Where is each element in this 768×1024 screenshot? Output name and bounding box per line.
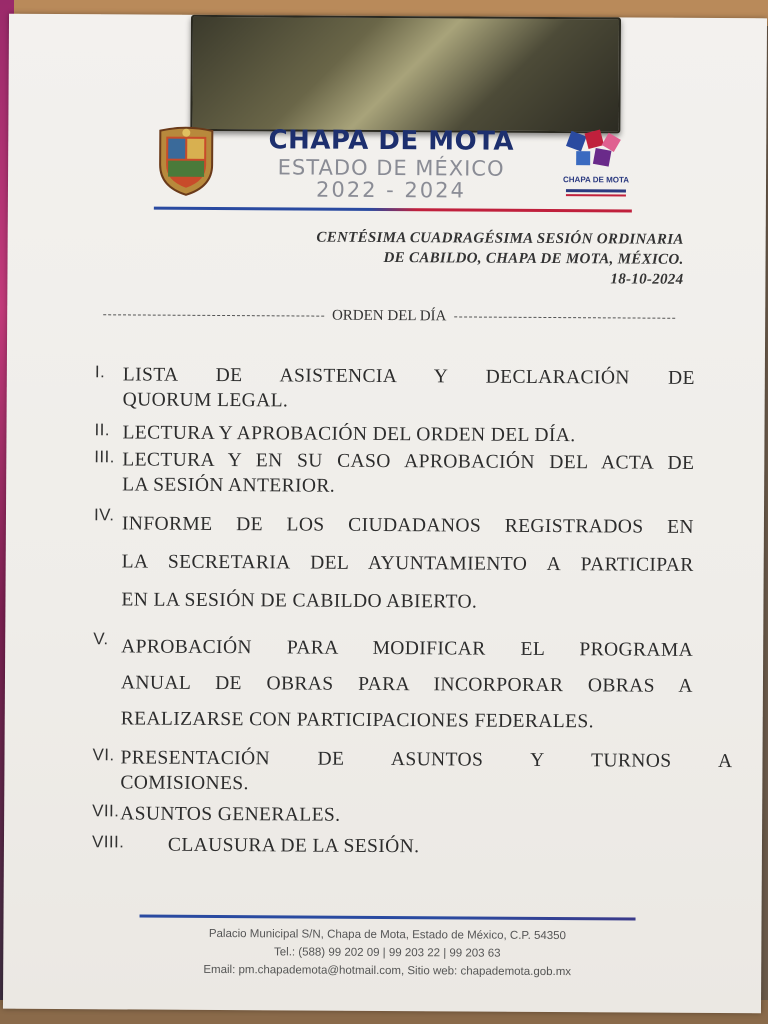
agenda-item bbox=[93, 629, 694, 741]
agenda-item bbox=[95, 362, 695, 416]
municipality-title: CHAPA DE MOTA bbox=[268, 125, 515, 157]
agenda-item-line: LA SECRETARIA DEL AYUNTAMIENTO A PARTICIPAR bbox=[121, 551, 694, 576]
agenda-item-line: REALIZARSE CON PARTICIPACIONES FEDERALES. bbox=[120, 708, 594, 733]
agenda-title-row bbox=[103, 306, 675, 326]
agenda-item-number: VIII. bbox=[91, 832, 125, 852]
agenda-item-text bbox=[122, 447, 694, 500]
agenda-item-number: I. bbox=[94, 362, 106, 382]
agenda-item-line: COMISIONES. bbox=[120, 772, 249, 795]
agenda-item-line: APROBACIÓN PARA MODIFICAR EL PROGRAMA bbox=[121, 636, 694, 661]
dash-rule-left bbox=[103, 314, 324, 316]
agenda-item-text bbox=[122, 420, 694, 448]
agenda-item-text bbox=[120, 832, 692, 860]
footer-contact bbox=[123, 924, 651, 981]
agenda-item-number: II. bbox=[94, 420, 110, 440]
agenda-item-line: ANUAL DE OBRAS PARA INCORPORAR OBRAS A bbox=[120, 672, 694, 697]
agenda-item-number: V. bbox=[93, 629, 109, 649]
footer-address: Palacio Municipal S/N, Chapa de Mota, Estado de México, C.P. 54350 bbox=[208, 927, 567, 943]
agenda-item bbox=[92, 745, 732, 799]
agenda-item-number: VII. bbox=[92, 801, 120, 821]
session-heading bbox=[316, 228, 684, 290]
agenda-item-number: IV. bbox=[93, 505, 115, 525]
footer-divider bbox=[140, 915, 636, 921]
session-line-2: DE CABILDO, CHAPA DE MOTA, MÉXICO. bbox=[383, 249, 684, 268]
agenda-item-line: LECTURA Y APROBACIÓN DEL ORDEN DEL DÍA. bbox=[122, 422, 576, 447]
dash-rule-right bbox=[454, 316, 675, 318]
agenda-item bbox=[94, 420, 694, 449]
session-line-1: CENTÉSIMA CUADRAGÉSIMA SESIÓN ORDINARIA bbox=[316, 229, 684, 248]
agenda-item-text bbox=[120, 745, 732, 799]
agenda-item-line: INFORME DE LOS CIUDADANOS REGISTRADOS EN bbox=[121, 513, 694, 538]
document-page bbox=[3, 14, 767, 1014]
agenda-item-text bbox=[120, 801, 692, 829]
footer-phones: Tel.: (588) 99 202 09 | 99 203 22 | 99 203 63 bbox=[273, 946, 501, 960]
agenda-item-line: ASUNTOS GENERALES. bbox=[120, 803, 341, 826]
agenda-item-text bbox=[121, 505, 694, 622]
agenda-item-line: CLAUSURA DE LA SESIÓN. bbox=[167, 834, 420, 858]
administration-logo bbox=[560, 129, 632, 201]
session-date: 18-10-2024 bbox=[610, 271, 684, 288]
state-subtitle: ESTADO DE MÉXICO bbox=[277, 155, 505, 181]
agenda-item-line: QUORUM LEGAL. bbox=[122, 389, 289, 412]
agenda-item bbox=[92, 832, 692, 861]
agenda-item-text bbox=[123, 362, 695, 415]
agenda-item-line: LA SESIÓN ANTERIOR. bbox=[122, 474, 336, 497]
footer-email-web: Email: pm.chapademota@hotmail.com, Sitio web: chapademota.gob.mx bbox=[203, 963, 572, 979]
agenda-item bbox=[94, 447, 694, 501]
agenda-item-line: EN LA SESIÓN DE CABILDO ABIERTO. bbox=[121, 589, 478, 613]
administration-logo-label: CHAPA DE MOTA bbox=[562, 175, 630, 185]
clipboard-clip bbox=[190, 15, 621, 134]
agenda-item bbox=[92, 801, 692, 830]
agenda-item-text bbox=[121, 629, 694, 740]
agenda-item-line: LISTA DE ASISTENCIA Y DECLARACIÓN DE bbox=[122, 364, 695, 389]
agenda-item-number: VI. bbox=[92, 745, 115, 765]
header-divider bbox=[154, 207, 632, 213]
agenda-item bbox=[93, 505, 694, 623]
agenda-list bbox=[91, 362, 733, 861]
agenda-item-line: LECTURA Y EN SU CASO APROBACIÓN DEL ACTA DE bbox=[122, 449, 695, 474]
municipal-shield-logo bbox=[154, 125, 218, 197]
agenda-item-number: III. bbox=[94, 447, 115, 467]
administration-years: 2022 - 2024 bbox=[315, 177, 466, 203]
agenda-title: ORDEN DEL DÍA bbox=[331, 307, 447, 325]
agenda-item-line: PRESENTACIÓN DE ASUNTOS Y TURNOS A bbox=[120, 747, 733, 773]
